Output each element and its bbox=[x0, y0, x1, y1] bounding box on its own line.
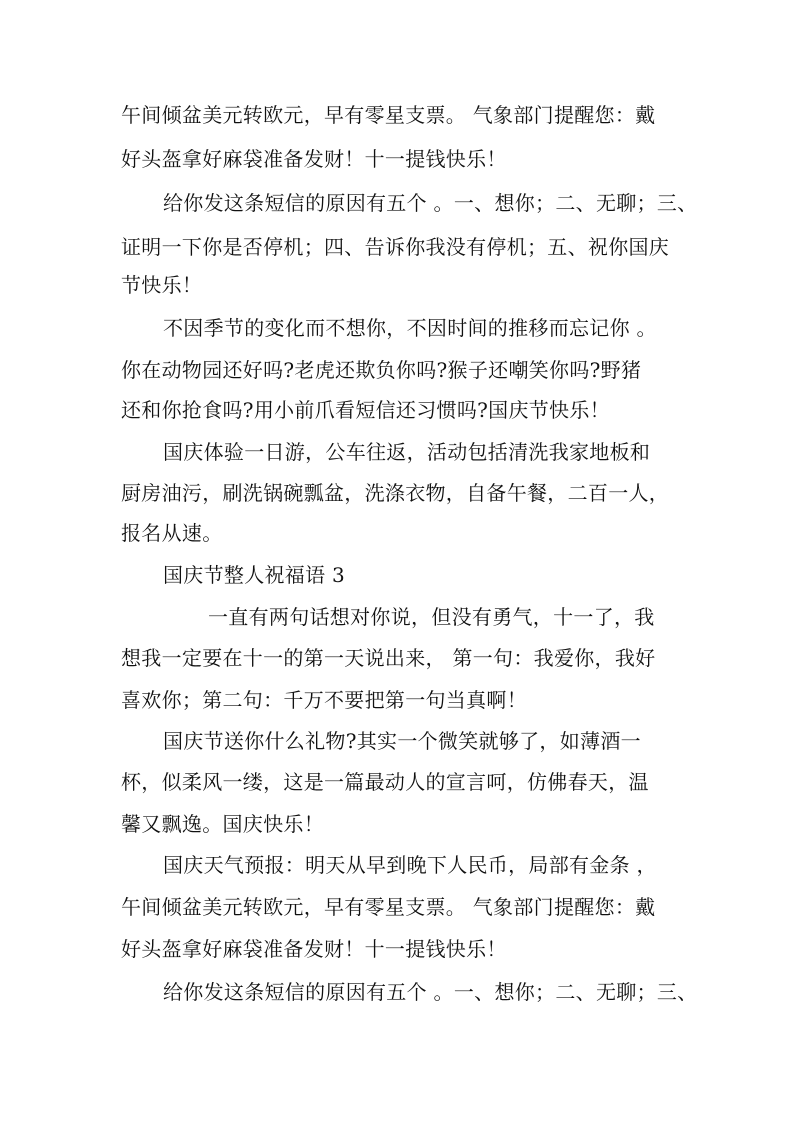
text-line: 给你发这条短信的原因有五个 。一、想你；二、无聊；三、 bbox=[163, 980, 698, 1004]
text-line: 一直有两句话想对你说，但没有勇气，十一了，我 bbox=[208, 605, 655, 629]
text-line: 证明一下你是否停机；四、告诉你我没有停机；五、祝你国庆 bbox=[121, 235, 670, 259]
text-line: 国庆天气预报：明天从早到晚下人民币，局部有金条 ， bbox=[163, 853, 657, 877]
text-line: 喜欢你；第二句：千万不要把第一句当真啊！ bbox=[121, 688, 527, 712]
text-line: 还和你抢食吗?用小前爪看短信还习惯吗?国庆节快乐！ bbox=[121, 398, 610, 422]
text-line: 不因季节的变化而不想你，不因时间的推移而忘记你 。 bbox=[163, 316, 657, 340]
text-line: 杯，似柔风一缕，这是一篇最动人的宣言呵，仿佛春天，温 bbox=[121, 770, 649, 794]
text-line: 馨又飘逸。国庆快乐！ bbox=[121, 812, 324, 836]
text-line: 国庆体验一日游，公车往返，活动包括清洗我家地板和 bbox=[163, 440, 651, 464]
text-line: 午间倾盆美元转欧元，早有零星支票。 气象部门提醒您：戴 bbox=[121, 895, 656, 919]
text-line: 你在动物园还好吗?老虎还欺负你吗?猴子还嘲笑你吗?野猪 bbox=[121, 358, 642, 382]
text-line: 报名从速。 bbox=[121, 521, 223, 545]
text-line: 好头盔拿好麻袋准备发财！十一提钱快乐！ bbox=[121, 937, 507, 961]
text-line: 节快乐！ bbox=[121, 273, 203, 297]
section-heading: 国庆节整人祝福语 3 bbox=[163, 563, 346, 587]
text-line: 好头盔拿好麻袋准备发财！十一提钱快乐！ bbox=[121, 147, 507, 171]
text-line: 给你发这条短信的原因有五个 。一、想你；二、无聊；三、 bbox=[163, 191, 698, 215]
text-line: 想我一定要在十一的第一天说出来， 第一句：我爱你，我好 bbox=[121, 646, 656, 670]
text-line: 国庆节送你什么礼物?其实一个微笑就够了，如薄酒一 bbox=[163, 729, 641, 753]
text-line: 午间倾盆美元转欧元，早有零星支票。 气象部门提醒您：戴 bbox=[121, 103, 656, 127]
text-line: 厨房油污，刷洗锅碗瓢盆，洗涤衣物，自备午餐，二百一人， bbox=[121, 481, 670, 505]
